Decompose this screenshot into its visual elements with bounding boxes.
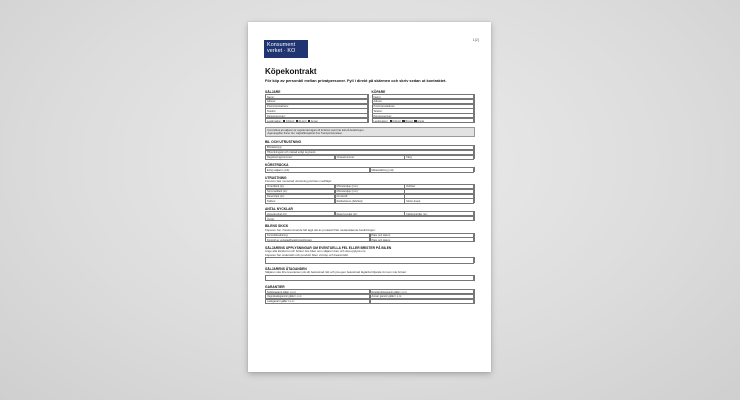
mileage-field-0-1[interactable]: Mätarställning (mil): <box>370 167 475 172</box>
vehicle-fields <box>265 145 475 159</box>
equipment-field-3-0[interactable]: Takbox: <box>265 198 335 203</box>
keys-field-0-0[interactable]: Huvudnyckel (st): <box>265 211 335 216</box>
konsumentverket-logo: Konsument verket · KO <box>264 40 308 58</box>
buyer-id-option-label: Körkort <box>392 119 401 123</box>
vehicle-field-2-2[interactable]: Färg: <box>404 155 474 160</box>
equipment-field-2-0[interactable]: Reservhjul (st): <box>265 194 335 199</box>
seller-heading: SÄLJARE <box>265 89 281 94</box>
document-sheet <box>248 22 491 372</box>
info-box: Kontrollera att säljaren är registrerad ägare till fordonet samt har koll på betalningen. Ägaruppgifter finner du i vägtrafikregistret hos Transportstyrelsen. <box>265 127 475 137</box>
mileage-row <box>265 167 474 172</box>
condition-row <box>265 237 474 242</box>
form-content <box>265 86 475 304</box>
condition-note: Köparen har i förekommande fall tagit del av protokoll från nedanstående besiktningar: <box>265 228 376 232</box>
buyer-field-0[interactable]: Namn: <box>372 94 475 99</box>
condition-field-1-0[interactable]: Kontroll av verkstad/besiktningsföretag: <box>265 237 370 242</box>
buyer-id-option-label: ID-kort <box>405 119 413 123</box>
keys-field-1-0[interactable]: Övrigt: <box>265 216 474 221</box>
warranty-field-0-0[interactable]: Nybilsgaranti gäller t.o.m: <box>265 289 370 294</box>
vehicle-field-1-0[interactable]: Tillverkningsår och månad enligt reg.bevis: <box>265 150 474 155</box>
buyer-heading: KÖPARE <box>371 89 386 94</box>
buyer-id-field[interactable]: Legitimation: Körkort ID-kort Annat <box>372 118 475 123</box>
seller-id-option-label: Körkort <box>286 119 295 123</box>
seller-field-1[interactable]: Adress: <box>265 99 368 104</box>
vehicle-field-2-1[interactable]: Chassinummer: <box>335 155 405 160</box>
mileage-fields <box>265 167 475 172</box>
equipment-field-0-0[interactable]: Vinterdäck (st): <box>265 184 335 189</box>
equipment-field-1-0[interactable]: Sommardäck (st): <box>265 189 335 194</box>
seller-info-note-1: Ange alla kända fel och brister hos bilen som säljaren kan och ska upplysa om. <box>265 250 367 254</box>
condition-heading: BILENS SKICK <box>265 224 289 229</box>
seller-field-0[interactable]: Namn: <box>265 94 368 99</box>
equipment-field-0-2[interactable]: Dubbat: <box>404 184 474 189</box>
mileage-heading: KÖRSTRÄCKA <box>265 162 289 167</box>
warranty-field-2-0[interactable]: Lackgaranti gäller t.o.m: <box>265 299 370 304</box>
buyer-field-2[interactable]: Postnr/postadress: <box>372 104 475 109</box>
warranty-field-1-0[interactable]: Vagnskadegaranti gäller t.o.m: <box>265 294 370 299</box>
warranty-row <box>265 299 474 304</box>
equipment-note: Förutom fast monterad utrustning på bilen medföljer: <box>265 180 333 184</box>
equipment-row <box>265 198 474 203</box>
equipment-field-2-1[interactable]: Domkraft: <box>335 194 405 199</box>
buyer-field-3[interactable]: Telefon: <box>372 108 475 113</box>
seller-commit-input[interactable] <box>265 275 474 281</box>
vehicle-field-0-0[interactable]: Bilmärke/typ: <box>265 145 474 150</box>
seller-id-option-label: Annat <box>310 119 318 123</box>
buyer-id-row <box>372 118 475 123</box>
seller-field-2[interactable]: Postnr/postadress: <box>265 104 368 109</box>
buyer-field-4[interactable]: Personnummer: <box>372 113 475 118</box>
seller-commit-field <box>265 275 475 281</box>
equipment-field-3-2[interactable]: Motor-/kupé: <box>404 198 474 203</box>
warranty-field-1-1[interactable]: Annan garanti gäller t.o.m: <box>370 294 475 299</box>
seller-field-4[interactable]: Personnummer: <box>265 113 368 118</box>
seller-info-field <box>265 257 475 263</box>
seller-id-field[interactable]: Legitimation: Körkort ID-kort Annat <box>265 118 368 123</box>
seller-fields <box>265 94 369 123</box>
warranty-fields <box>265 289 475 303</box>
buyer-field-1[interactable]: Adress: <box>372 99 475 104</box>
warranty-heading: GARANTIER <box>265 284 285 289</box>
buyer-block <box>372 86 476 123</box>
seller-id-row <box>265 118 368 123</box>
vehicle-heading: BIL OCH UTRUSTNING <box>265 140 302 145</box>
equipment-field-0-1[interactable]: Mönsterdjup (mm): <box>335 184 405 189</box>
equipment-heading: UTRUSTNING <box>265 175 287 180</box>
warranty-field-0-1[interactable]: Rostskyddsgaranti gäller t.o.m: <box>370 289 475 294</box>
seller-block <box>265 86 369 123</box>
seller-info-heading: SÄLJARENS UPPLYSNINGAR OM EVENTUELLA FEL ELLER BRISTER PÅ BILEN <box>265 245 392 250</box>
seller-commit-heading: SÄLJARENS ÅTAGANDEN <box>265 266 307 271</box>
equipment-fields <box>265 184 475 203</box>
warranty-field-2-1[interactable] <box>370 299 475 304</box>
keys-field-0-2[interactable]: Fjärrkontroller (st): <box>404 211 474 216</box>
equipment-field-3-1[interactable]: Radio/stereo (fabrikat): <box>335 198 405 203</box>
keys-heading: ANTAL NYCKLAR <box>265 206 293 211</box>
page-subtitle: För köp av personbil mellan privatpersoner. Fyll i direkt på skärmen och skriv sedan ut kontraktet. <box>265 78 447 83</box>
vehicle-field-2-0[interactable]: Registreringsnummer: <box>265 155 335 160</box>
seller-info-note-2: Köparen har undersökt och provkört bilen vid köp och beanmärkt. <box>265 253 349 257</box>
seller-id-option-label: ID-kort <box>298 119 307 123</box>
mileage-field-0-0[interactable]: Enligt säljaren (mil): <box>265 167 370 172</box>
condition-field-0-0[interactable]: Kontrollbesiktning: <box>265 233 370 238</box>
seller-field-3[interactable]: Telefon: <box>265 108 368 113</box>
equipment-field-1-1[interactable]: Mönsterdjup (mm): <box>335 189 405 194</box>
seller-info-input[interactable] <box>265 257 474 263</box>
condition-field-1-1[interactable]: Plats och datum: <box>370 237 475 242</box>
keys-row <box>265 216 474 221</box>
parties-section <box>265 86 475 123</box>
seller-commit-note: Säljaren ska före leveransen på sitt bekostnad rätt och på egen bekostnad åtgärda följande fel som inte brister: <box>265 271 407 275</box>
buyer-fields <box>372 94 476 123</box>
keys-fields <box>265 211 475 221</box>
condition-fields <box>265 233 475 243</box>
page-number: 1(2) <box>472 38 479 42</box>
vehicle-row <box>265 155 474 160</box>
page-title: Köpekontrakt <box>265 67 317 76</box>
condition-field-0-1[interactable]: Plats och datum: <box>370 233 475 238</box>
keys-field-0-1[interactable]: Reservnyckel (st): <box>335 211 405 216</box>
buyer-id-option-label: Annat <box>417 119 424 123</box>
